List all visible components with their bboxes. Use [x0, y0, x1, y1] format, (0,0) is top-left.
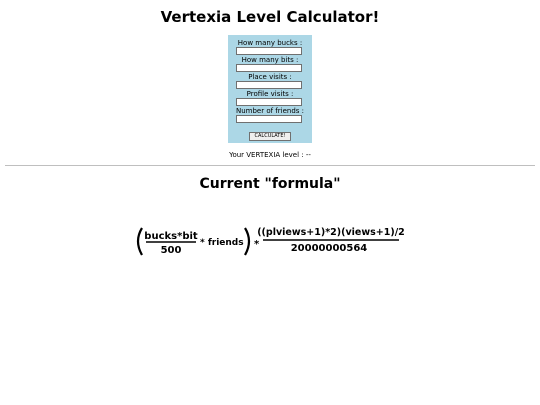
- bucks-input[interactable]: [236, 47, 302, 55]
- profile-visits-label: Profile visits :: [246, 90, 294, 98]
- times-friends: * friends: [200, 238, 244, 248]
- bits-label: How many bits :: [241, 56, 299, 64]
- formula-image: [0, 220, 540, 265]
- profile-visits-input[interactable]: [236, 98, 302, 106]
- times-operator: *: [254, 239, 260, 250]
- left-numerator: bucks*bit: [144, 231, 198, 242]
- right-numerator: ((plviews+1)*2)(views+1)/2: [257, 227, 405, 238]
- bucks-label: How many bucks :: [237, 39, 303, 47]
- divider: [5, 165, 535, 166]
- formula-heading: Current "formula": [199, 176, 341, 192]
- place-visits-label: Place visits :: [248, 73, 292, 81]
- page-title: Vertexia Level Calculator!: [160, 8, 380, 26]
- left-open-paren: [138, 228, 142, 255]
- calculate-button[interactable]: CALCULATE!: [249, 132, 291, 141]
- left-denominator: 500: [160, 245, 182, 256]
- friends-label: Number of friends :: [235, 107, 305, 115]
- right-denominator: 20000000564: [290, 243, 368, 254]
- friends-input[interactable]: [236, 115, 302, 123]
- bits-input[interactable]: [236, 64, 302, 72]
- vertexia-level-result: Your VERTEXIA level : --: [229, 151, 311, 159]
- left-close-paren: [245, 228, 249, 255]
- place-visits-input[interactable]: [236, 81, 302, 89]
- calculator-form: [228, 35, 312, 143]
